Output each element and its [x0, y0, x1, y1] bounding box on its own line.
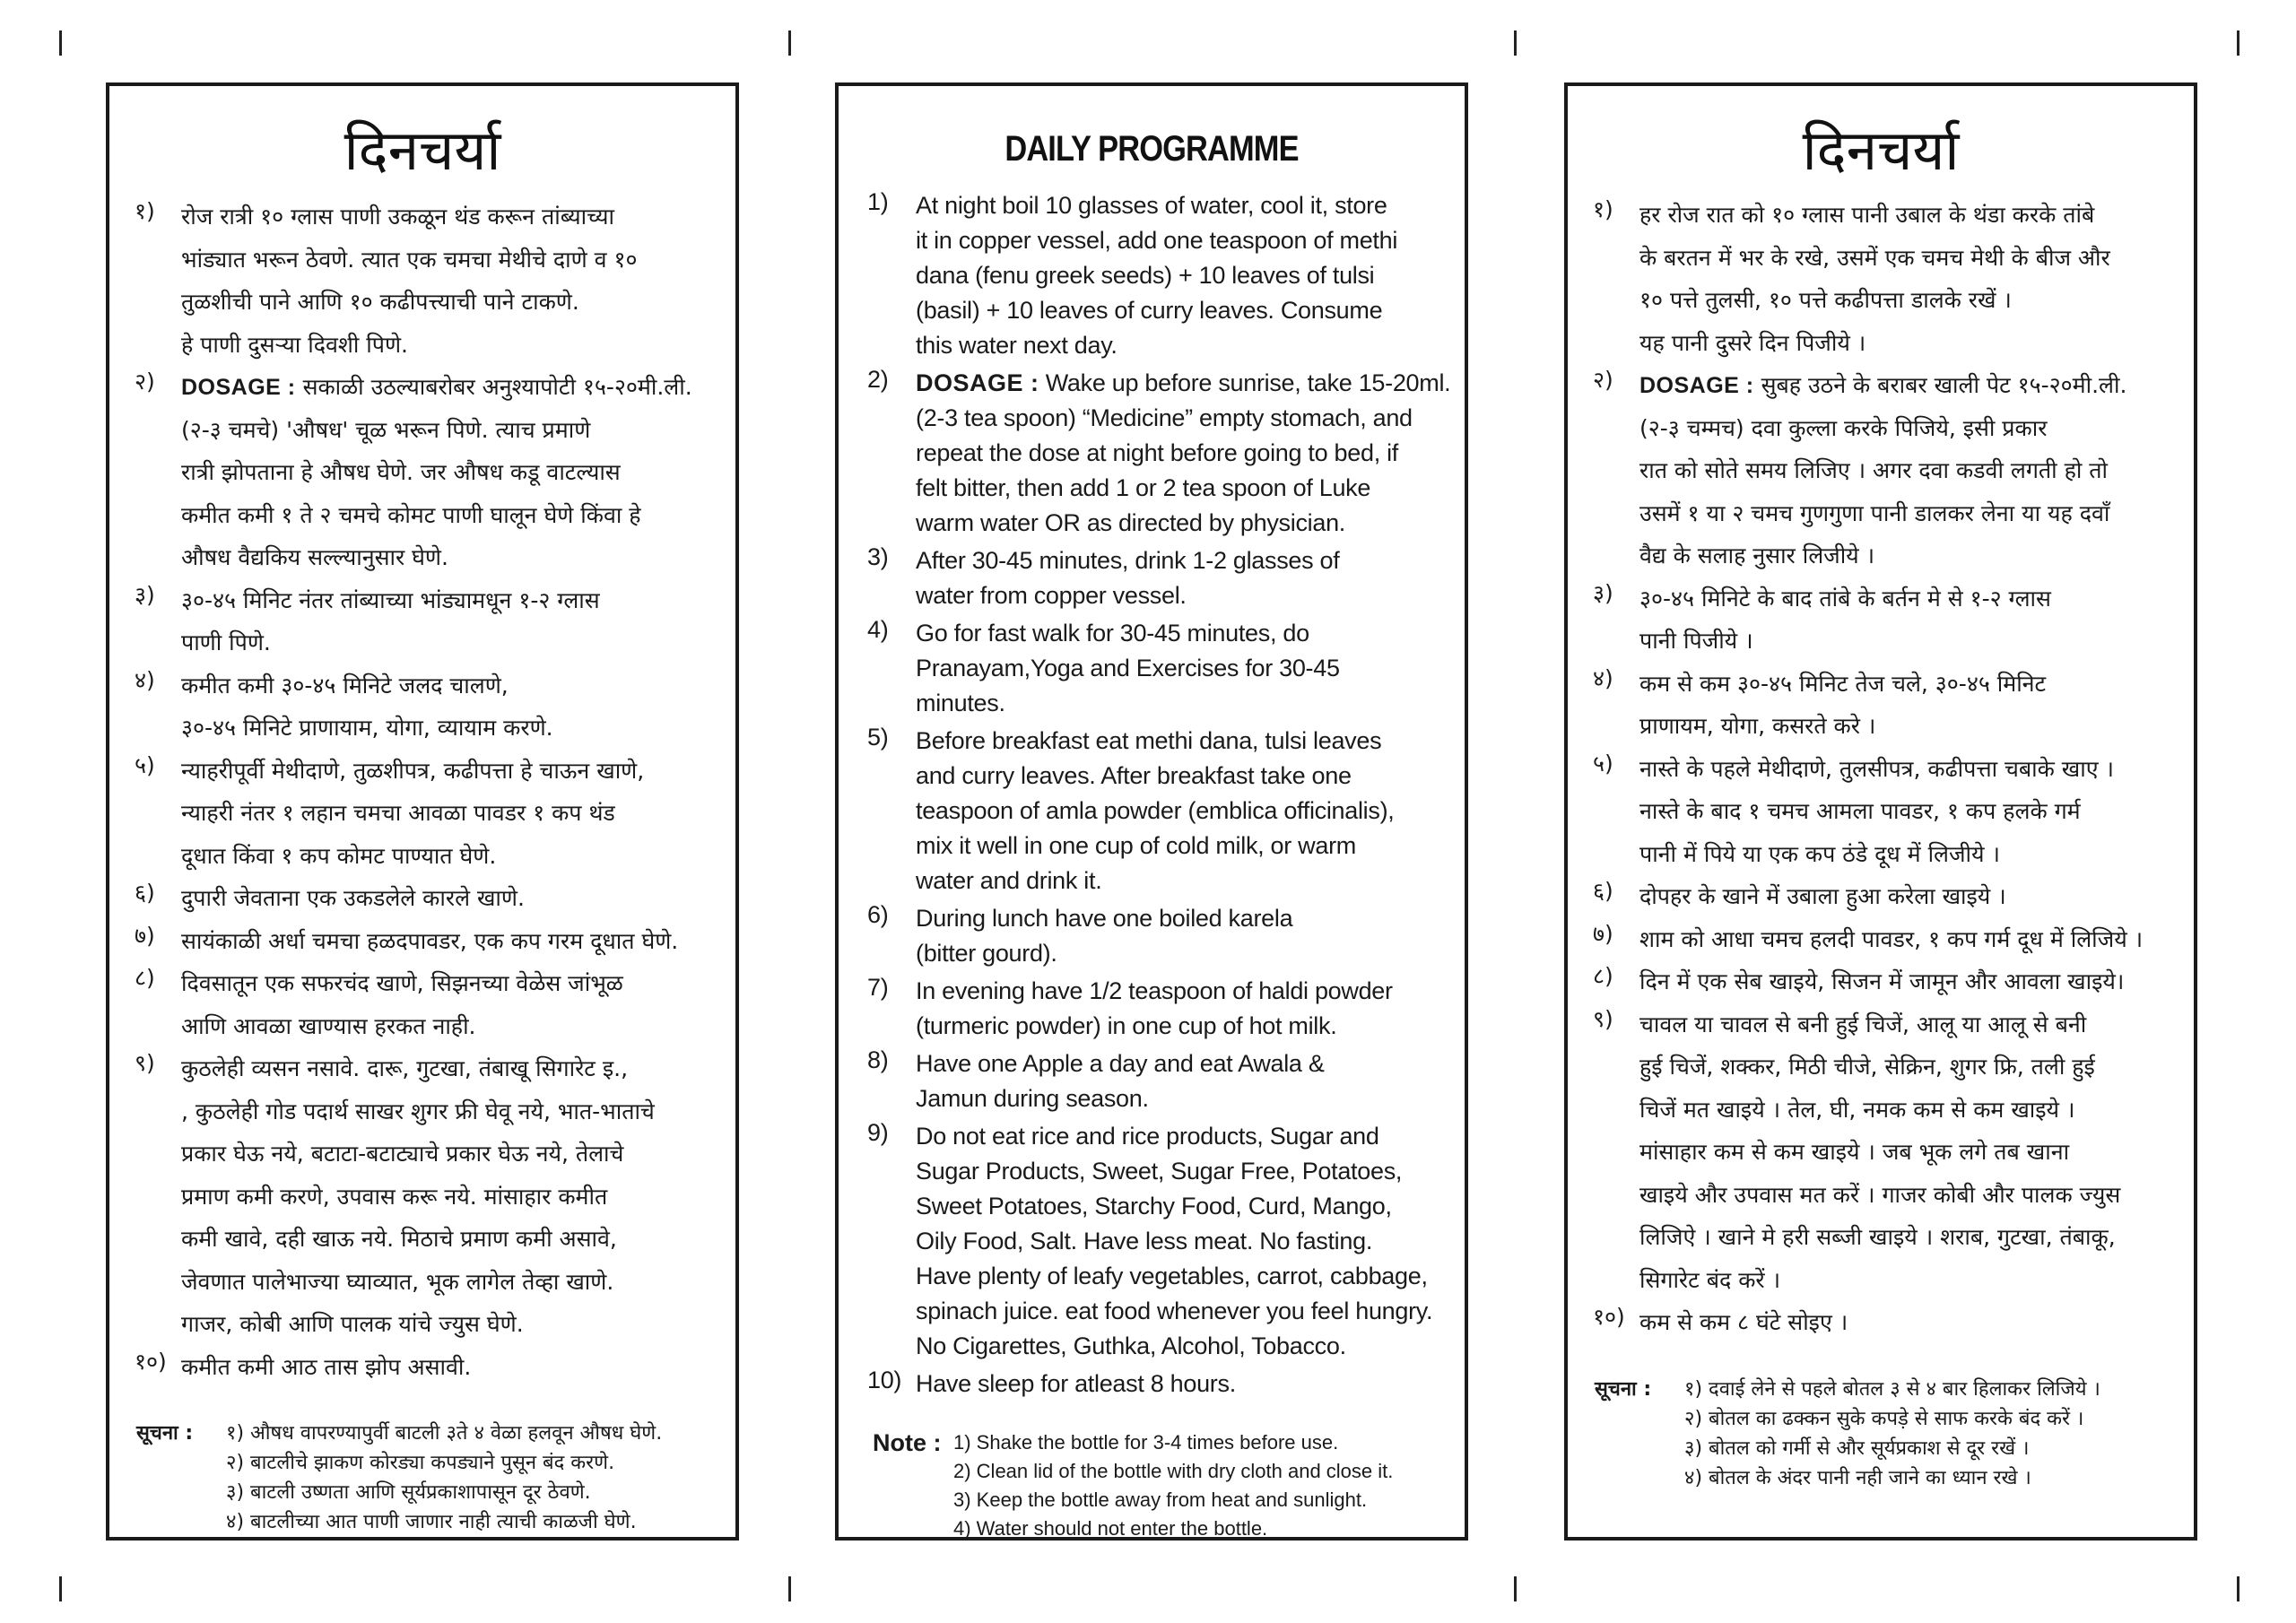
item-line: (basil) + 10 leaves of curry leaves. Consume [916, 297, 1383, 324]
item-line: (bitter gourd). [916, 940, 1057, 967]
item-number: १०) [135, 1348, 167, 1375]
item-number: २) [1593, 367, 1613, 393]
item-line: Sweet Potatoes, Starchy Food, Curd, Mango, [916, 1193, 1392, 1219]
list-item [1593, 748, 2176, 876]
marathi-panel [106, 82, 739, 1541]
note-section [136, 1419, 735, 1537]
note-item: ३) बाटली उष्णता आणि सूर्यप्रकाशापासून दूर ठेवणे. [226, 1481, 591, 1504]
item-line: रात को सोते समय लिजिए । अगर दवा कडवी लगती हो तो [1639, 457, 2108, 483]
hindi-panel [1564, 82, 2197, 1541]
list-item [867, 724, 1452, 898]
item-text [1639, 960, 2176, 1003]
dosage-label: DOSAGE : [181, 375, 296, 400]
note-item: 4) Water should not enter the bottle. [953, 1517, 1268, 1540]
note-section [1595, 1375, 2194, 1493]
item-line: के बरतन में भर के रखे, उसमें एक चमच मेथी के बीज और [1639, 244, 2110, 271]
item-text [916, 366, 1452, 541]
item-number: 7) [867, 974, 889, 1001]
note-item: २) बाटलीचे झाकण कोरड्या कपड्याने पुसून बंद करणे. [226, 1452, 615, 1474]
instruction-list [109, 195, 735, 1388]
item-line: spinach juice. eat food whenever you feel hungry. [916, 1298, 1433, 1324]
note-item: ४) बाटलीच्या आत पाणी जाणार नाही त्याची काळजी घेणे. [226, 1511, 637, 1533]
note-item: २) बोतल का ढक्कन सुके कपड़े से साफ करके बंद करें । [1684, 1407, 2084, 1430]
note-item: १) औषध वापरण्यापुर्वी बाटली ३ते ४ वेळा हलवून औषध घेणे. [226, 1422, 663, 1445]
item-line: गाजर, कोबी आणि पालक यांचे ज्युस घेणे. [181, 1311, 524, 1337]
item-line: (२-३ चमचे) 'औषध' चूळ भरून पिणे. त्याच प्रमाणे [181, 416, 591, 443]
list-item [1593, 577, 2176, 663]
item-text [181, 962, 718, 1047]
item-line: teaspoon of amla powder (emblica officinalis), [916, 797, 1395, 824]
crop-mark [788, 30, 791, 56]
item-number: १०) [1593, 1304, 1625, 1330]
note-label: सूचना : [1595, 1377, 1652, 1401]
item-number: ४) [1593, 664, 1613, 691]
item-number: ३) [1593, 579, 1613, 606]
item-line: and curry leaves. After breakfast take one [916, 762, 1352, 789]
instruction-list [839, 188, 1465, 1402]
item-text [916, 1367, 1452, 1402]
item-text [181, 195, 718, 366]
item-line: water from copper vessel. [916, 582, 1187, 609]
item-number: ७) [1593, 920, 1613, 947]
dosage-text: सुबह उठने के बराबर खाली पेट १५-२०मी.ली. [1761, 372, 2127, 398]
item-line: water and drink it. [916, 867, 1102, 894]
item-text [181, 1047, 718, 1346]
item-text [181, 664, 718, 750]
list-item [1593, 875, 2176, 918]
list-item [867, 1367, 1452, 1402]
item-text [181, 877, 718, 920]
note-list [1684, 1375, 2100, 1493]
item-line: कम से कम ८ घंटे सोइए । [1639, 1309, 1848, 1335]
item-line: At night boil 10 glasses of water, cool it, store [916, 192, 1387, 219]
item-line: Before breakfast eat methi dana, tulsi leaves [916, 727, 1382, 754]
list-item [135, 1346, 718, 1389]
item-line: शाम को आधा चमच हलदी पावडर, १ कप गर्म दूध में लिजिये । [1639, 925, 2144, 952]
item-line: minutes. [916, 690, 1005, 716]
item-number: ५) [135, 751, 155, 778]
item-line: दिन में एक सेब खाइये, सिजन में जामून और आवला खाइये। [1639, 968, 2125, 994]
item-line: पाणी पिणे. [181, 629, 271, 655]
item-line: mix it well in one cup of cold milk, or warm [916, 832, 1356, 859]
item-line: रात्री झोपताना हे औषध घेणे. जर औषध कडू वाटल्यास [181, 459, 621, 485]
item-line: it in copper vessel, add one teaspoon of methi [916, 227, 1398, 254]
item-number: १) [135, 198, 155, 224]
item-line: warm water OR as directed by physician. [916, 509, 1345, 536]
note-label: Note : [873, 1429, 942, 1456]
item-line: तुळशीची पाने आणि १० कढीपत्त्याची पाने टाकणे. [181, 289, 579, 315]
item-line: सायंकाळी अर्धा चमचा हळदपावडर, एक कप गरम दूधात घेणे. [181, 927, 679, 954]
list-item [867, 1046, 1452, 1116]
item-line: ३०-४५ मिनिट नंतर तांब्याच्या भांड्यामधून १-२ ग्लास [181, 586, 600, 613]
item-line [181, 366, 718, 409]
list-item [135, 962, 718, 1047]
item-text [1639, 748, 2176, 876]
list-item [867, 366, 1452, 541]
item-line: कमीत कमी आठ तास झोप असावी. [181, 1353, 472, 1380]
list-item [1593, 1301, 2176, 1344]
item-number: ६) [135, 880, 155, 906]
item-number: 2) [867, 366, 889, 393]
item-number: 10) [867, 1367, 902, 1393]
note-item: ४) बोतल के अंदर पानी नही जाने का ध्यान रखे । [1684, 1466, 2031, 1489]
item-line: Have plenty of leafy vegetables, carrot, cabbage, [916, 1263, 1428, 1289]
item-text [1639, 663, 2176, 748]
item-number: ५) [1593, 750, 1613, 777]
list-item [135, 366, 718, 579]
item-number: 8) [867, 1046, 889, 1073]
crop-mark [1514, 30, 1517, 56]
list-item [135, 664, 718, 750]
item-line: Oily Food, Salt. Have less meat. No fasting. [916, 1228, 1373, 1254]
english-panel [835, 82, 1468, 1541]
item-line: (2-3 tea spoon) “Medicine” empty stomach, and [916, 404, 1413, 431]
item-line: कुठलेही व्यसन नसावे. दारू, गुटखा, तंबाखू सिगारेट इ., [181, 1055, 629, 1081]
item-line: No Cigarettes, Guthka, Alcohol, Tobacco. [916, 1332, 1346, 1359]
list-item [1593, 364, 2176, 577]
crop-mark [788, 1576, 791, 1601]
item-line: dana (fenu greek seeds) + 10 leaves of tulsi [916, 262, 1375, 289]
list-item [1593, 918, 2176, 961]
item-line: जेवणात पालेभाज्या घ्याव्यात, भूक लागेल तेव्हा खाणे. [181, 1268, 614, 1295]
item-line: ३०-४५ मिनिटे के बाद तांबे के बर्तन मे से १-२ ग्लास [1639, 585, 2051, 612]
list-item [867, 543, 1452, 613]
item-number: ७) [135, 922, 155, 949]
item-number: ९) [135, 1050, 155, 1076]
item-number: 3) [867, 543, 889, 570]
item-line: औषध वैद्यकिय सल्ल्यानुसार घेणे. [181, 544, 448, 570]
item-line: दोपहर के खाने में उबाला हुआ करेला खाइये । [1639, 883, 2006, 909]
list-item [135, 920, 718, 963]
note-section [873, 1428, 1465, 1543]
item-line: Do not eat rice and rice products, Sugar and [916, 1123, 1379, 1150]
list-item [867, 1119, 1452, 1364]
item-line: repeat the dose at night before going to bed, if [916, 439, 1399, 466]
item-line: Jamun during season. [916, 1085, 1149, 1112]
item-text [181, 750, 718, 878]
item-text [1639, 1003, 2176, 1302]
note-list [953, 1428, 1393, 1543]
item-line: (२-३ चम्मच) दवा कुल्ला करके पिजिये, इसी प्रकार [1639, 414, 2048, 441]
item-line: उसमें १ या २ चमच गुणगुणा पानी डालकर लेना या यह दवाँ [1639, 499, 2110, 526]
note-label: सूचना : [136, 1422, 194, 1445]
note-item: १) दवाई लेने से पहले बोतल ३ से ४ बार हिलाकर लिजिये । [1684, 1377, 2100, 1401]
list-item [867, 616, 1452, 721]
item-number: 6) [867, 901, 889, 928]
item-number: ३) [135, 581, 155, 608]
item-text [181, 920, 718, 963]
list-item [867, 188, 1452, 363]
item-line [916, 366, 1452, 401]
item-number: ६) [1593, 878, 1613, 904]
item-line: , कुठलेही गोड पदार्थ साखर शुगर फ्री घेवू नये, भात-भाताचे [181, 1098, 655, 1124]
instruction-list [1568, 194, 2194, 1344]
item-line: दिवसातून एक सफरचंद खाणे, सिझनच्या वेळेस जांभूळ [181, 970, 623, 996]
list-item [1593, 960, 2176, 1003]
item-text [1639, 875, 2176, 918]
item-line: चावल या चावल से बनी हुई चिजें, आलू या आलू से बनी [1639, 1011, 2087, 1037]
item-line: यह पानी दुसरे दिन पिजीये । [1639, 329, 1866, 356]
list-item [1593, 194, 2176, 364]
item-line: हे पाणी दुसऱ्या दिवशी पिणे. [181, 331, 408, 358]
list-item [135, 579, 718, 664]
item-line: नास्ते के बाद १ चमच आमला पावडर, १ कप हलके गर्म [1639, 798, 2081, 824]
item-text [1639, 577, 2176, 663]
item-number: 9) [867, 1119, 889, 1146]
item-line: Go for fast walk for 30-45 minutes, do [916, 620, 1309, 647]
item-line: दूधात किंवा १ कप कोमट पाण्यात घेणे. [181, 842, 497, 869]
item-number: ४) [135, 666, 155, 693]
item-line: Sugar Products, Sweet, Sugar Free, Potatoes, [916, 1158, 1403, 1185]
item-line: १० पत्ते तुलसी, १० पत्ते कढीपत्ता डालके रखें । [1639, 287, 2012, 313]
item-line: felt bitter, then add 1 or 2 tea spoon of Luke [916, 474, 1371, 501]
item-line: प्राणायम, योगा, कसरते करे । [1639, 713, 1876, 739]
list-item [867, 901, 1452, 971]
panel-title: दिनचर्या [344, 117, 501, 183]
item-text [916, 1119, 1452, 1364]
item-line: Have sleep for atleast 8 hours. [916, 1370, 1236, 1397]
item-line: Have one Apple a day and eat Awala & [916, 1050, 1325, 1077]
item-number: ८) [135, 965, 155, 991]
item-line: रोज रात्री १० ग्लास पाणी उकळून थंड करून तांब्याच्या [181, 204, 614, 230]
list-item [135, 195, 718, 366]
item-text [1639, 364, 2176, 577]
item-line: प्रमाण कमी करणे, उपवास करू नये. मांसाहार कमीत [181, 1183, 608, 1210]
list-item [135, 1047, 718, 1346]
item-line: आणि आवळा खाण्यास हरकत नाही. [181, 1012, 476, 1039]
list-item [135, 877, 718, 920]
item-line: चिजें मत खाइये । तेल, घी, नमक कम से कम खाइये । [1639, 1096, 2075, 1123]
item-text [1639, 1301, 2176, 1344]
list-item [1593, 1003, 2176, 1302]
list-item [135, 750, 718, 878]
item-line: पानी में पिये या एक कप ठंडे दूध में लिजीये । [1639, 840, 2000, 867]
crop-mark [2237, 1576, 2239, 1601]
panel-title: दिनचर्या [1802, 117, 1960, 183]
item-text [916, 616, 1452, 721]
item-line: Pranayam,Yoga and Exercises for 30-45 [916, 655, 1340, 681]
item-line: दुपारी जेवताना एक उकडलेले कारले खाणे. [181, 885, 525, 911]
item-number: 5) [867, 724, 889, 751]
item-line: कमीत कमी १ ते २ चमचे कोमट पाणी घालून घेणे किंवा हे [181, 501, 641, 528]
item-text [916, 724, 1452, 898]
item-line: After 30-45 minutes, drink 1-2 glasses of [916, 547, 1340, 574]
item-line: खाइये और उपवास मत करें । गाजर कोबी और पालक ज्युस [1639, 1181, 2121, 1208]
dosage-text: Wake up before sunrise, take 15-20ml. [1045, 369, 1451, 396]
item-line: न्याहरीपूर्वी मेथीदाणे, तुळशीपत्र, कढीपत्ता हे चाऊन खाणे, [181, 757, 645, 784]
crop-mark [2237, 30, 2239, 56]
item-line: न्याहरी नंतर १ लहान चमचा आवळा पावडर १ कप थंड [181, 800, 615, 826]
item-number: १) [1593, 196, 1613, 222]
note-list [226, 1419, 662, 1537]
item-line: सिगारेट बंद करें । [1639, 1266, 1781, 1293]
item-line: (turmeric powder) in one cup of hot milk. [916, 1012, 1337, 1039]
item-text [181, 1346, 718, 1389]
item-line: प्रकार घेऊ नये, बटाटा-बटाट्याचे प्रकार घेऊ नये, तेलाचे [181, 1141, 624, 1167]
item-text [1639, 194, 2176, 364]
item-line: मांसाहार कम से कम खाइये । जब भूक लगे तब खाना [1639, 1139, 2070, 1165]
dosage-text: सकाळी उठल्याबरोबर अनुश्यापोटी १५-२०मी.ली. [302, 374, 692, 400]
item-number: २) [135, 369, 155, 395]
item-line: पानी पिजीये । [1639, 628, 1753, 654]
item-line: नास्ते के पहले मेथीदाणे, तुलसीपत्र, कढीपत्ता चबाके खाए । [1639, 755, 2114, 782]
item-text [916, 901, 1452, 971]
item-text [181, 366, 718, 579]
item-line: भांड्यात भरून ठेवणे. त्यात एक चमचा मेथीचे दाणे व १० [181, 246, 638, 273]
item-text [1639, 918, 2176, 961]
item-number: ८) [1593, 963, 1613, 989]
item-line: कमीत कमी ३०-४५ मिनिटे जलद चालणे, [181, 672, 509, 699]
panel-title: DAILY PROGRAMME [1004, 129, 1299, 169]
item-text [916, 188, 1452, 363]
item-line: In evening have 1/2 teaspoon of haldi powder [916, 977, 1393, 1004]
crop-mark [59, 30, 62, 56]
list-item [867, 974, 1452, 1044]
item-line: हर रोज रात को १० ग्लास पानी उबाल के थंडा करके तांबे [1639, 202, 2095, 228]
item-text [916, 543, 1452, 613]
item-line: हुई चिजें, शक्कर, मिठी चीजे, सेक्रिन, शुगर फ्रि, तली हुई [1639, 1054, 2095, 1080]
list-item [1593, 663, 2176, 748]
dosage-label: DOSAGE : [1639, 373, 1754, 398]
note-item: ३) बोतल को गर्मी से और सूर्यप्रकाश से दूर रखें । [1684, 1436, 2030, 1460]
note-item: 3) Keep the bottle away from heat and sunlight. [953, 1488, 1368, 1511]
item-line: कमी खावे, दही खाऊ नये. मिठाचे प्रमाण कमी असावे, [181, 1226, 617, 1252]
crop-mark [59, 1576, 62, 1601]
crop-mark [1514, 1576, 1517, 1601]
note-item: 1) Shake the bottle for 3-4 times before use. [953, 1431, 1339, 1454]
item-number: ९) [1593, 1005, 1613, 1032]
item-line [1639, 364, 2176, 407]
item-text [916, 974, 1452, 1044]
item-line: वैद्य के सलाह नुसार लिजीये । [1639, 542, 1875, 568]
item-text [181, 579, 718, 664]
item-number: 1) [867, 188, 889, 215]
item-line: this water next day. [916, 332, 1118, 359]
item-line: कम से कम ३०-४५ मिनिट तेज चले, ३०-४५ मिनिट [1639, 670, 2047, 697]
item-line: During lunch have one boiled karela [916, 905, 1293, 932]
item-text [916, 1046, 1452, 1116]
dosage-label: DOSAGE : [916, 369, 1039, 396]
item-line: ३०-४५ मिनिटे प्राणायाम, योगा, व्यायाम करणे. [181, 715, 553, 741]
item-number: 4) [867, 616, 889, 643]
note-item: 2) Clean lid of the bottle with dry cloth and close it. [953, 1460, 1394, 1482]
item-line: लिजिऐ । खाने मे हरी सब्जी खाइये । शराब, गुटखा, तंबाकू, [1639, 1224, 2116, 1250]
